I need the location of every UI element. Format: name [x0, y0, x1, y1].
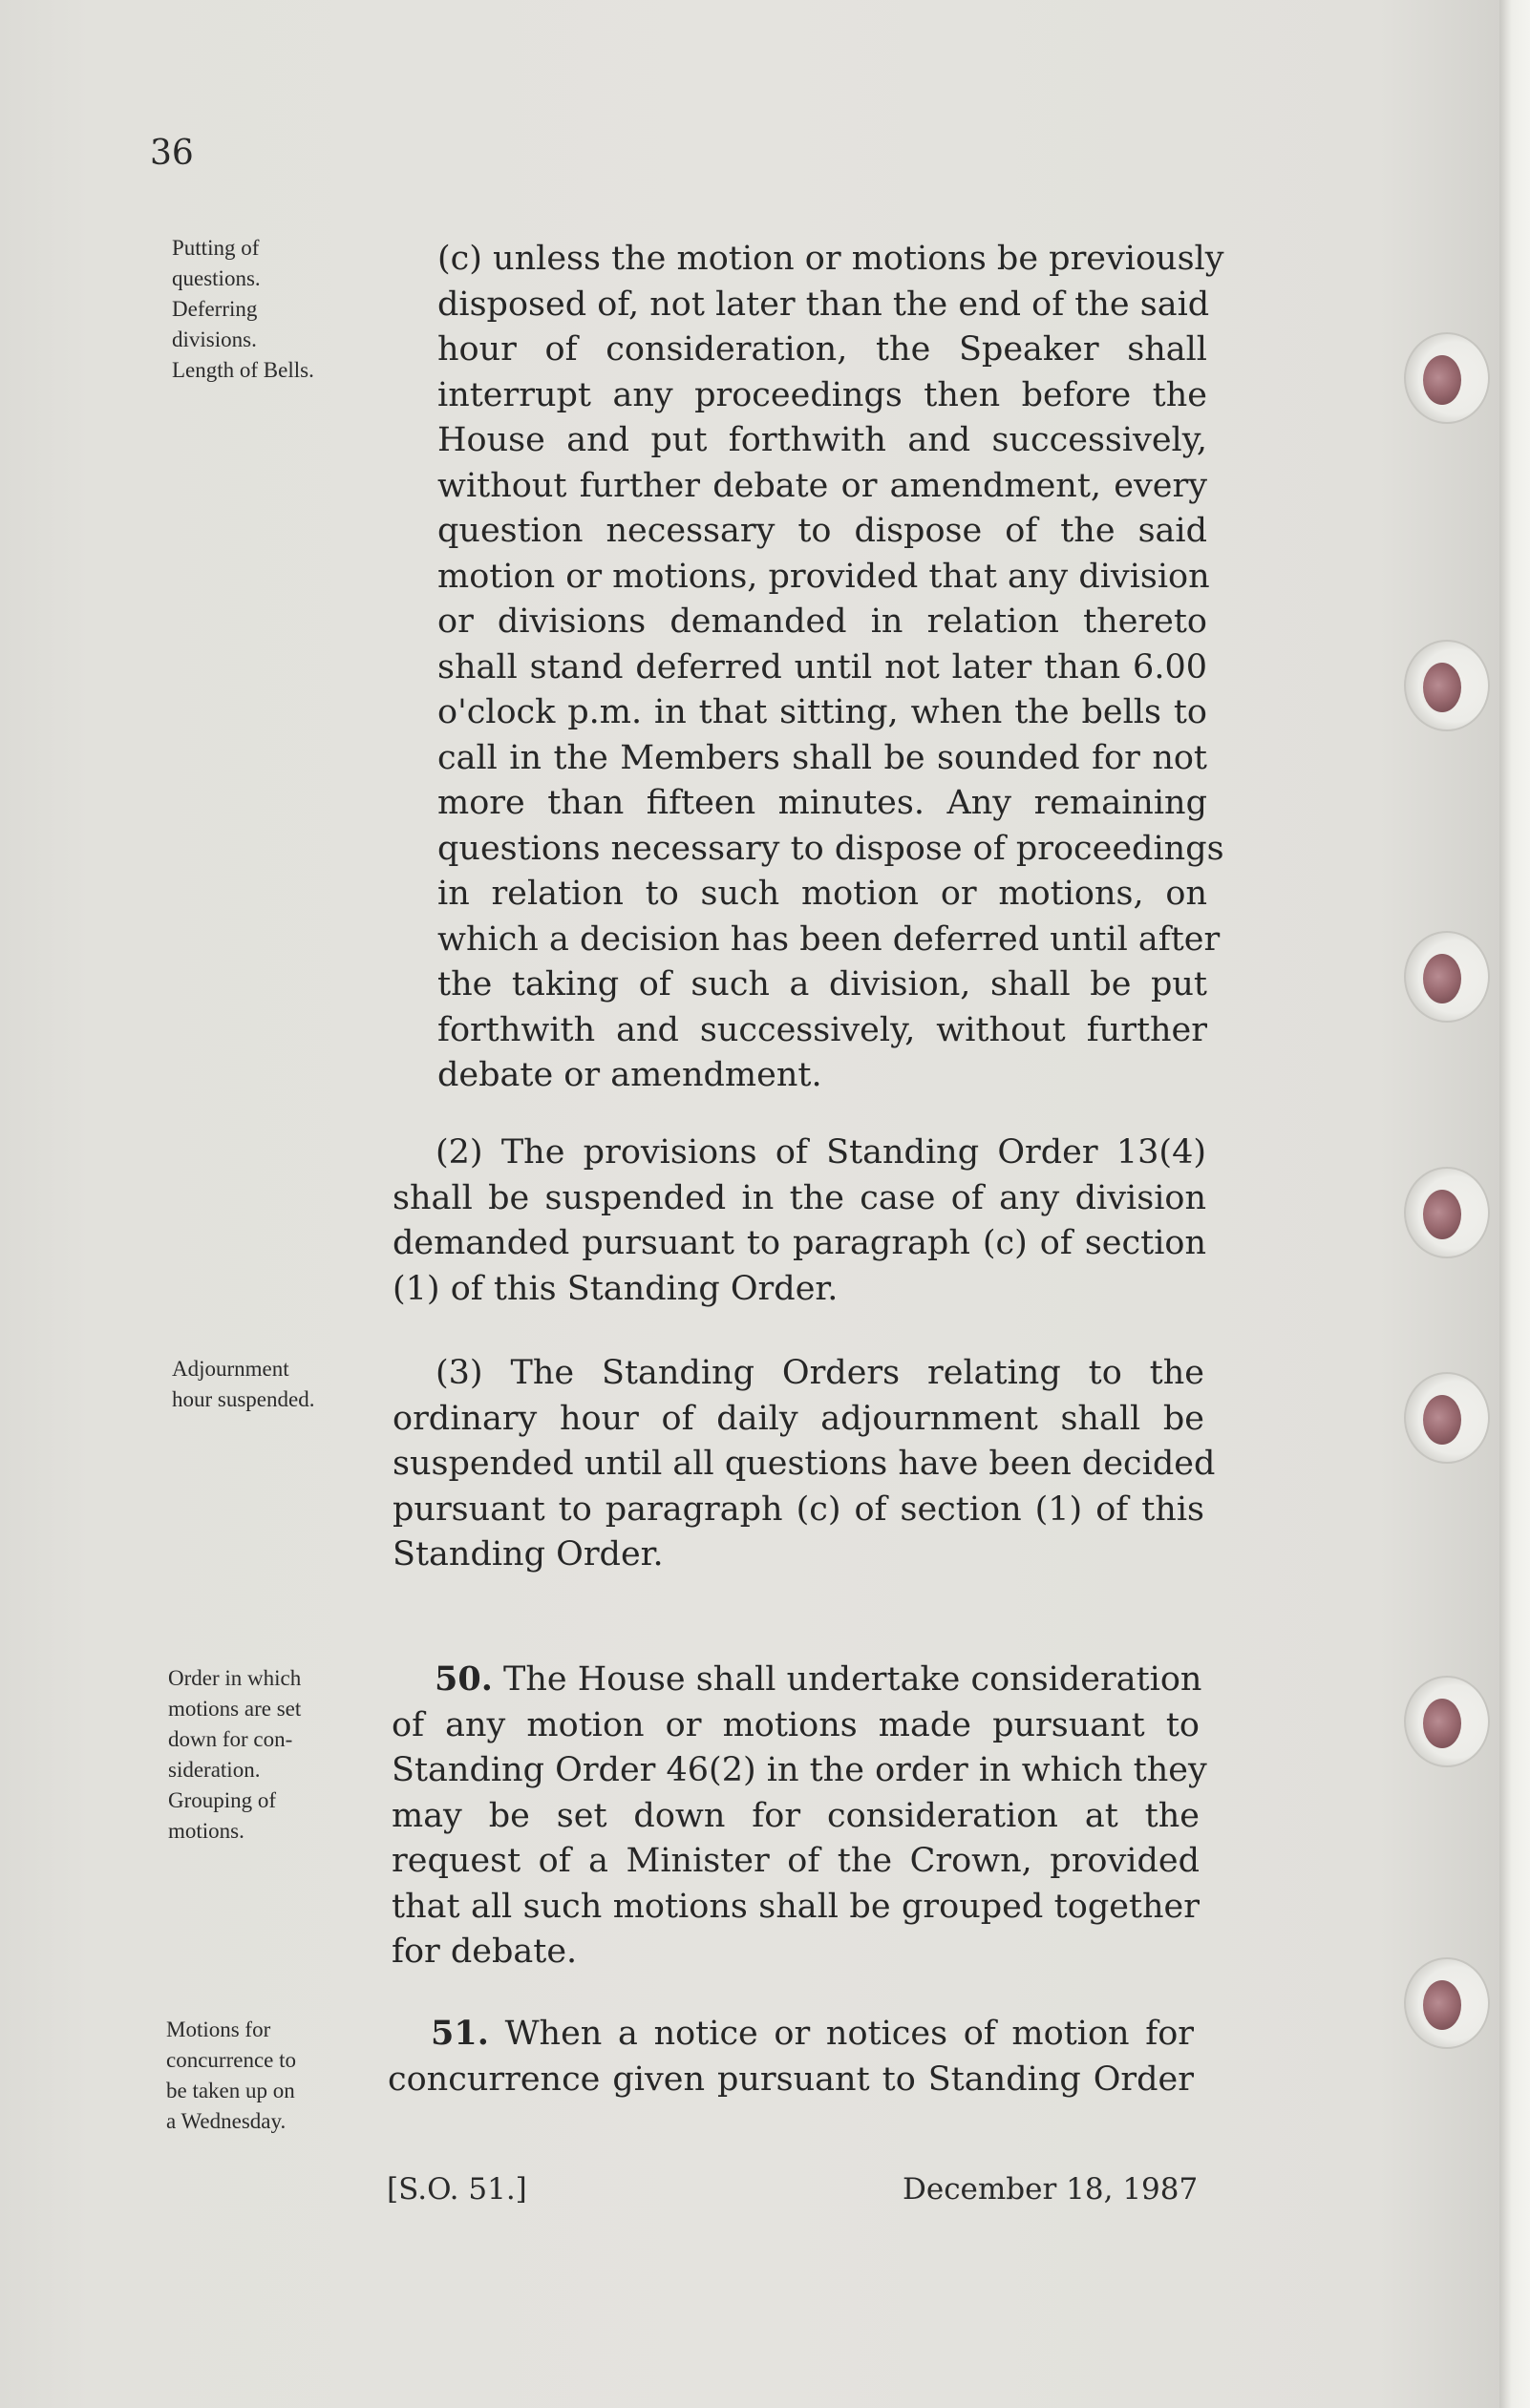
punch-hole: [1404, 1372, 1490, 1464]
punch-hole: [1404, 1676, 1490, 1767]
page-edge: [1499, 0, 1530, 2408]
margin-note-order-of-motions: Order in which motions are set down for con- sideration. Grouping of motions.: [168, 1666, 302, 1843]
punch-hole: [1404, 1957, 1490, 2049]
paragraph-3: (3) The Standing Orders relating to the ordinary hour of daily adjournment shall be suspended until all questions have been decided pursuant to paragraph (c) of section (1) of this Standing Order.: [393, 1354, 1216, 1574]
margin-note-adjournment: Adjournment hour suspended.: [172, 1357, 315, 1411]
footer-standing-order-ref: [S.O. 51.]: [387, 2172, 527, 2207]
section-51-number: 51.: [431, 2014, 489, 2053]
punch-hole: [1404, 640, 1490, 731]
footer-date: December 18, 1987: [903, 2172, 1199, 2207]
punch-hole: [1404, 931, 1490, 1023]
margin-note-motions-for-concurrence: Motions for concurrence to be taken up on a Wednesday.: [166, 2017, 297, 2133]
paragraph-2: (2) The provisions of Standing Order 13(4) shall be suspended in the case of any division demanded pursuant to paragraph (c) of section (1) of this Standing Order.: [393, 1133, 1206, 1308]
paragraph-c: (c) unless the motion or motions be previously disposed of, not later than the end of the said hour of consideration, the Speaker shall interrupt any proceedings then before the House and put forthwith and successively, without further debate or amendment, every question necessary to dispose of the said motion or motions, provided that any division or divisions demanded in relation thereto shall stand deferred until not later than 6.00 o'clock p.m. in that sitting, when the bells to call in the Members shall be sounded for not more than fifteen minutes. Any remaining questions necessary to dispose of proceedings in relation to such motion or motions, on which a decision has been deferred until after the taking of such a division, shall be put forthwith and successively, without further debate or amendment.: [437, 240, 1224, 1094]
section-51: 51. When a notice or notices of motion for concurrence given pursuant to Standing Order: [388, 2014, 1194, 2099]
punch-hole: [1404, 1167, 1490, 1258]
page-number: 36: [150, 134, 194, 173]
section-50-number: 50.: [435, 1659, 493, 1699]
punch-hole: [1404, 332, 1490, 424]
margin-note-putting-of-questions: Putting of questions. Deferring divisions. Length of Bells.: [172, 236, 314, 382]
section-50: 50. The House shall undertake consideration of any motion or motions made pursuant to Standing Order 46(2) in the order in which they may be set down for consideration at the request of a Minister of the Crown, provided that all such motions shall be grouped together for debate.: [392, 1659, 1207, 1971]
